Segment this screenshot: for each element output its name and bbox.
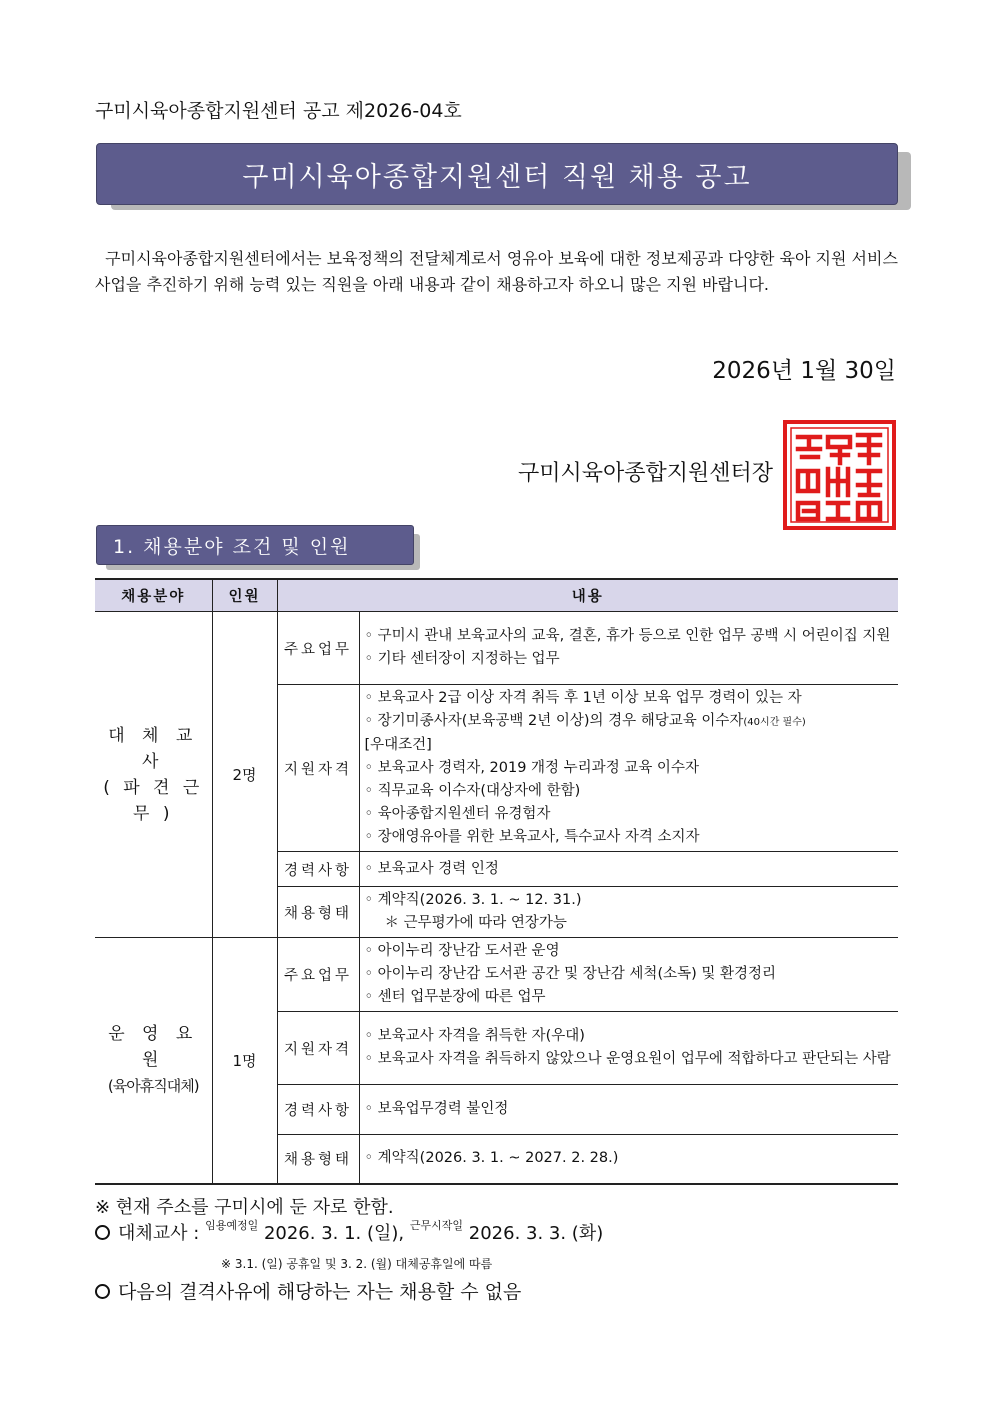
residency-note: ※ 현재 주소를 구미시에 둔 자로 한함. — [95, 1197, 394, 1218]
content-item: ◦ 직무교육 이수자(대상자에 한함) — [364, 783, 581, 799]
circle-bullet-icon — [95, 1284, 110, 1299]
content-item: ◦ 센터 업무분장에 따른 업무 — [364, 989, 546, 1005]
position-count: 1명 — [212, 938, 277, 1184]
header-field: 채용분야 — [95, 579, 212, 612]
appointment-date: 2026. 3. 1. (일), — [263, 1223, 405, 1244]
table-row — [95, 938, 898, 1012]
row-label: 경력사항 — [277, 852, 359, 887]
row-content — [359, 1012, 898, 1085]
content-item: ◦ 아이누리 장난감 도서관 운영 — [364, 943, 560, 959]
intro-text: 구미시육아종합지원센터에서는 보육정책의 전달체계로서 영유아 보육에 대한 정보제공과 다양한 육아 지원 서비스 사업을 추진하기 위해 능력 있는 직원을 아래 내용과 같이 채용하고자 하오니 많은 지원 바랍니다. — [95, 249, 898, 294]
content-item: ◦ 구미시 관내 보육교사의 교육, 결혼, 휴가 등으로 인한 업무 공백 시 어린이집 지원 — [364, 628, 891, 644]
row-content — [359, 852, 898, 887]
small-note: (40시간 필수) — [743, 717, 806, 728]
content-item: ◦ 보육교사 경력 인정 — [364, 860, 499, 877]
row-content — [359, 1135, 898, 1184]
content-item: ◦ 육아종합지원센터 유경험자 — [364, 806, 551, 822]
content-item: ◦ 장애영유아를 위한 보육교사, 특수교사 자격 소지자 — [364, 829, 700, 845]
row-label: 채용형태 — [277, 887, 359, 938]
table-row — [95, 612, 898, 685]
content-item: ◦ 보육교사 자격을 취득하지 않았으나 운영요원이 업무에 적합하다고 판단되는 사람 — [364, 1051, 891, 1067]
position-count: 2명 — [212, 612, 277, 938]
circle-bullet-icon — [95, 1225, 110, 1240]
row-content — [359, 685, 898, 852]
content-item: ◦ 기타 센터장이 지정하는 업무 — [364, 651, 560, 667]
appointment-label: 임용예정일 — [205, 1219, 259, 1232]
substitute-schedule — [95, 1219, 603, 1245]
header-content: 내용 — [277, 579, 898, 612]
notice-number: 구미시육아종합지원센터 공고 제2026-04호 — [95, 100, 462, 122]
header-count: 인원 — [212, 579, 277, 612]
official-seal-icon — [782, 419, 897, 531]
page-title: 구미시육아종합지원센터 직원 채용 공고 — [242, 161, 752, 193]
content-item: ◦ 보육교사 경력자, 2019 개정 누리과정 교육 이수자 — [364, 760, 699, 776]
notice-date: 2026년 1월 30일 — [712, 358, 896, 384]
table-header-row — [95, 579, 898, 612]
row-label: 지원자격 — [277, 1012, 359, 1085]
content-item: ◦ 보육업무경력 불인정 — [364, 1101, 509, 1117]
disqualification-note — [95, 1277, 521, 1304]
substitute-label: 대체교사 : — [118, 1223, 200, 1244]
intro-paragraph — [95, 246, 901, 298]
row-label: 지원자격 — [277, 685, 359, 852]
content-item: ◦ 계약직(2026. 3. 1. ~ 2027. 2. 28.) — [364, 1150, 619, 1167]
position-subtitle: (육아휴직대체) — [107, 1077, 199, 1096]
row-label: 채용형태 — [277, 1135, 359, 1184]
section-title: 1. 채용분야 조건 및 인원 — [113, 535, 351, 558]
content-item: ◦ 장기미종사자(보육공백 2년 이상)의 경우 해당교육 이수자(40시간 필수) — [364, 713, 806, 729]
start-date: 2026. 3. 3. (화) — [468, 1223, 604, 1244]
position-subtitle: ( 파 견 근 무 ) — [103, 777, 204, 824]
start-label: 근무시작일 — [409, 1219, 464, 1232]
organization-name: 구미시육아종합지원센터장 — [518, 461, 774, 486]
recruitment-table — [95, 578, 898, 1185]
row-content — [359, 938, 898, 1012]
row-content — [359, 612, 898, 685]
row-label: 주요업무 — [277, 612, 359, 685]
content-item: ＊ 근무평가에 따라 연장가능 — [384, 915, 567, 931]
position-field — [95, 938, 212, 1184]
preferred-heading: [우대조건] — [364, 737, 432, 753]
row-content — [359, 1085, 898, 1135]
disqualification-text: 다음의 결격사유에 해당하는 자는 채용할 수 없음 — [118, 1281, 522, 1303]
content-item: ◦ 보육교사 자격을 취득한 자(우대) — [364, 1028, 585, 1044]
row-content — [359, 887, 898, 938]
content-item: ◦ 계약직(2026. 3. 1. ~ 12. 31.) — [364, 892, 582, 908]
section-title-banner — [96, 525, 414, 565]
title-banner — [96, 143, 898, 205]
position-title: 대 체 교 사 — [108, 725, 199, 772]
holiday-note: ※ 3.1. (일) 공휴일 및 3. 2. (월) 대체공휴일에 따름 — [221, 1257, 493, 1271]
row-label: 경력사항 — [277, 1085, 359, 1135]
position-field — [95, 612, 212, 938]
position-title: 운 영 요 원 — [108, 1024, 199, 1071]
content-item: ◦ 아이누리 장난감 도서관 공간 및 장난감 세척(소독) 및 환경정리 — [364, 966, 777, 982]
row-label: 주요업무 — [277, 938, 359, 1012]
content-item: ◦ 보육교사 2급 이상 자격 취득 후 1년 이상 보육 업무 경력이 있는 자 — [364, 690, 802, 706]
